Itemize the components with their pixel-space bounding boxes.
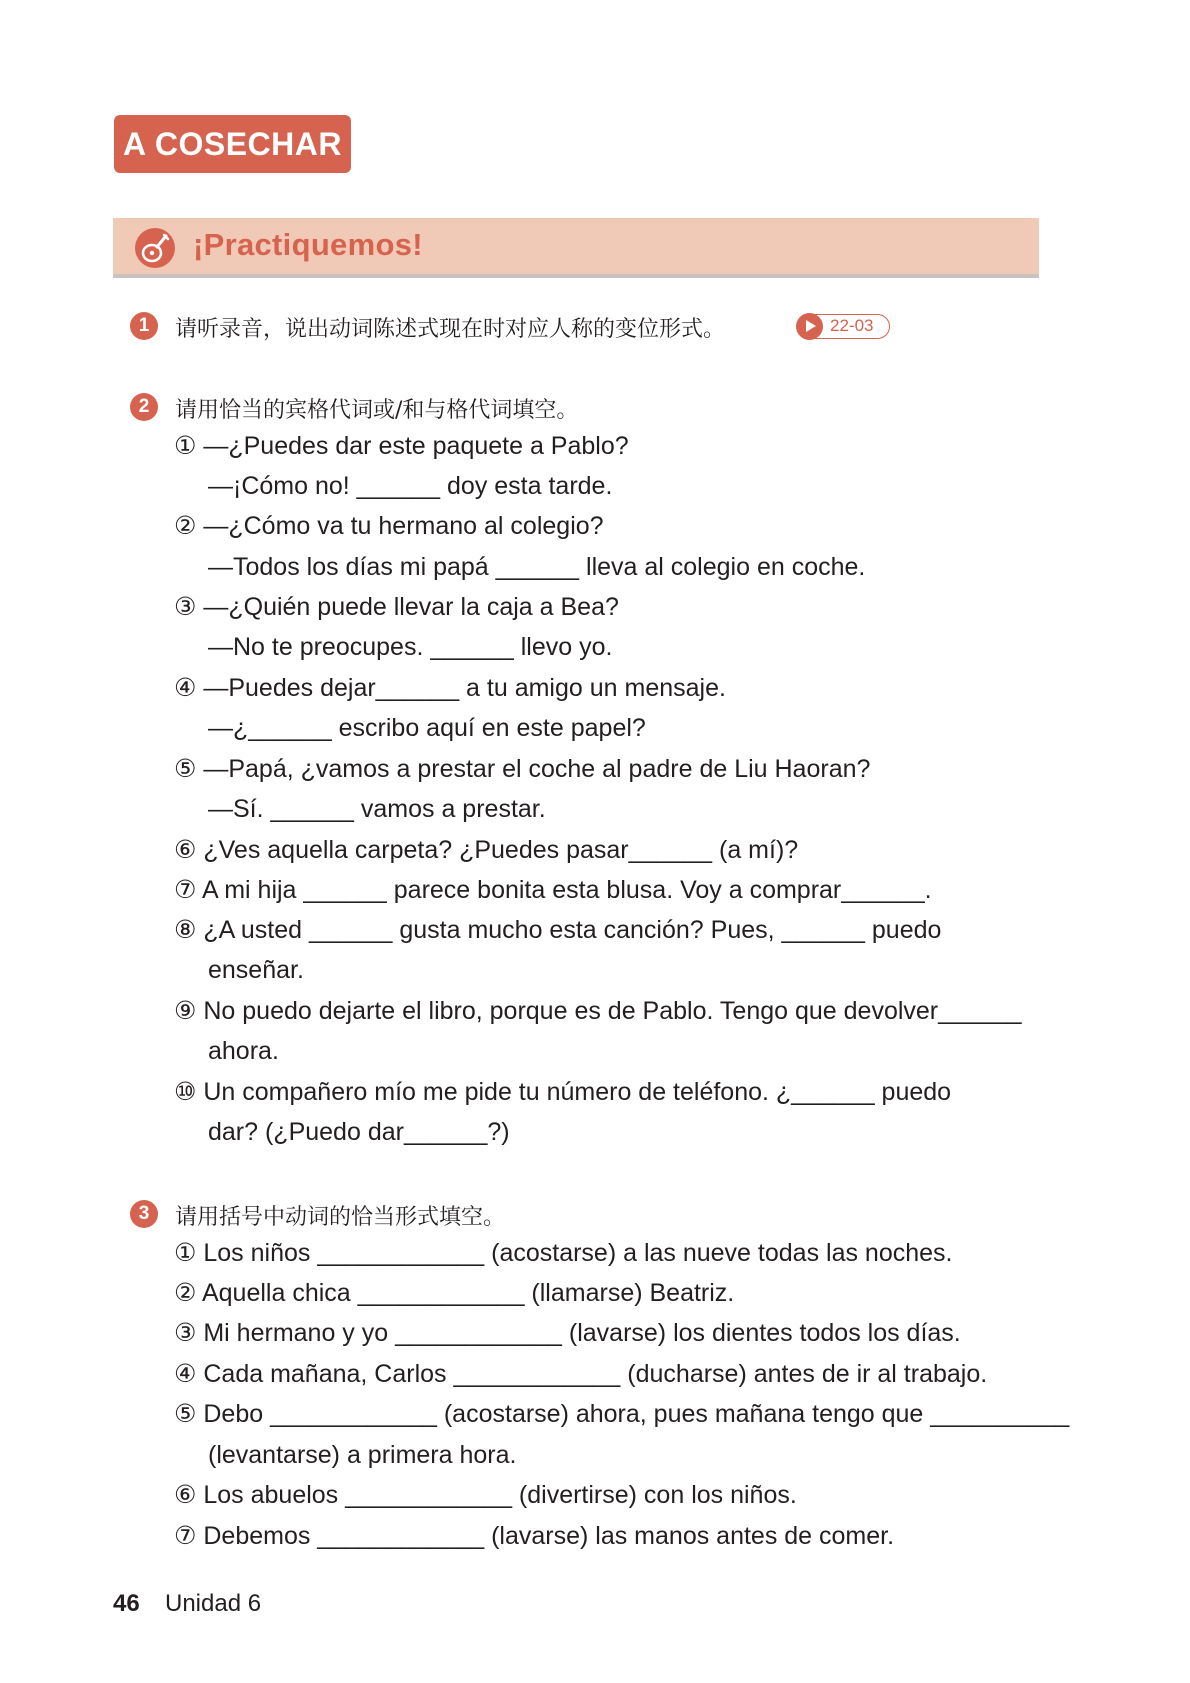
audio-track-button[interactable] <box>797 314 890 339</box>
guitar-icon <box>135 228 175 268</box>
exercise-3-line: ④ Cada mañana, Carlos ____________ (ducharse) antes de ir al trabajo. <box>174 1360 988 1388</box>
audio-track-code: 22-03 <box>830 316 874 335</box>
page-number: 46 <box>113 1590 140 1617</box>
exercise-3-line: ⑥ Los abuelos ____________ (divertirse) con los niños. <box>174 1481 797 1509</box>
exercise-2-number: 2 <box>130 393 158 421</box>
exercise-2-line: ahora. <box>208 1037 279 1065</box>
exercise-3-line: (levantarse) a primera hora. <box>208 1441 517 1469</box>
exercise-2-line: dar? (¿Puedo dar______?) <box>208 1118 510 1146</box>
banner-title: ¡Practiquemos! <box>193 227 423 262</box>
play-icon <box>796 313 823 340</box>
exercise-2-line: ⑦ A mi hija ______ parece bonita esta blusa. Voy a comprar______. <box>174 876 932 904</box>
exercise-2-line: ⑤ —Papá, ¿vamos a prestar el coche al padre de Liu Haoran? <box>174 755 871 783</box>
exercise-2-line: —¡Cómo no! ______ doy esta tarde. <box>208 472 613 500</box>
exercise-1-instruction: 请听录音，说出动词陈述式现在时对应人称的变位形式。 <box>175 317 726 342</box>
practice-banner <box>113 218 1039 278</box>
exercise-3-line: ② Aquella chica ____________ (llamarse) Beatriz. <box>174 1279 735 1307</box>
exercise-2-line: —Todos los días mi papá ______ lleva al colegio en coche. <box>208 553 866 581</box>
exercise-2-line: —Sí. ______ vamos a prestar. <box>208 795 546 823</box>
exercise-2-line: ② —¿Cómo va tu hermano al colegio? <box>174 512 604 540</box>
exercise-2-instruction: 请用恰当的宾格代词或/和与格代词填空。 <box>175 398 579 423</box>
exercise-2-line: ⑨ No puedo dejarte el libro, porque es de Pablo. Tengo que devolver______ <box>174 997 1022 1025</box>
exercise-2-line: ③ —¿Quién puede llevar la caja a Bea? <box>174 593 619 621</box>
exercise-3-line: ③ Mi hermano y yo ____________ (lavarse) los dientes todos los días. <box>174 1319 961 1347</box>
exercise-2-line: ④ —Puedes dejar______ a tu amigo un mensaje. <box>174 674 726 702</box>
exercise-3-line: ① Los niños ____________ (acostarse) a las nueve todas las noches. <box>174 1239 953 1267</box>
exercise-3-line: ⑦ Debemos ____________ (lavarse) las manos antes de comer. <box>174 1522 895 1550</box>
exercise-2-line: —No te preocupes. ______ llevo yo. <box>208 633 613 661</box>
exercise-2-line: —¿______ escribo aquí en este papel? <box>208 714 646 742</box>
exercise-2-line: ⑩ Un compañero mío me pide tu número de teléfono. ¿______ puedo <box>174 1078 952 1106</box>
unit-name: Unidad 6 <box>165 1590 262 1617</box>
exercise-2-line: ⑧ ¿A usted ______ gusta mucho esta canción? Pues, ______ puedo <box>174 916 942 944</box>
exercise-2-line: enseñar. <box>208 956 304 984</box>
section-tag: A COSECHAR <box>114 115 351 173</box>
exercise-3-line: ⑤ Debo ____________ (acostarse) ahora, pues mañana tengo que __________ <box>174 1400 1070 1428</box>
exercise-3-instruction: 请用括号中动词的恰当形式填空。 <box>175 1205 506 1230</box>
exercise-2-line: ⑥ ¿Ves aquella carpeta? ¿Puedes pasar______ (a mí)? <box>174 836 799 864</box>
exercise-2-line: ① —¿Puedes dar este paquete a Pablo? <box>174 432 629 460</box>
exercise-1-number: 1 <box>130 312 158 340</box>
exercise-3-number: 3 <box>130 1200 158 1228</box>
